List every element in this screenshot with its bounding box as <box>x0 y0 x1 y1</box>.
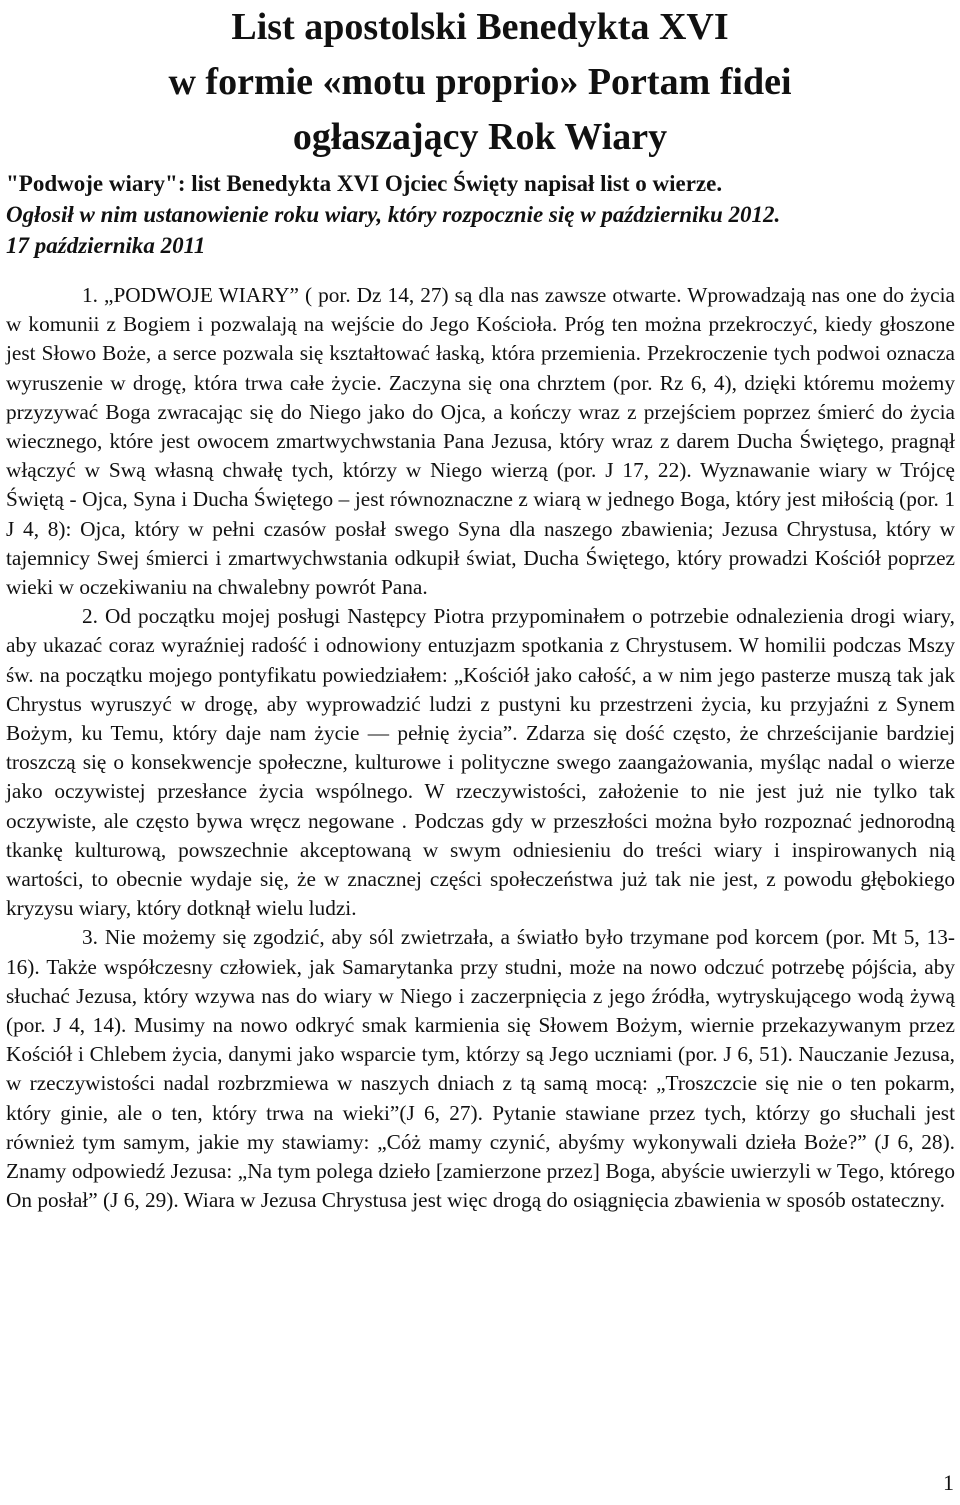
page-number: 1 <box>943 1470 954 1495</box>
title-line-3: ogłaszający Rok Wiary <box>292 116 668 158</box>
lead-line-1: "Podwoje wiary": list Benedykta XVI Ojciec Święty napisał list o wierze. <box>6 171 723 196</box>
lead-date: 17 października 2011 <box>6 233 206 258</box>
title-line-1: List apostolski Benedykta XVI <box>231 6 729 48</box>
document-body <box>6 281 955 1216</box>
paragraph-3: 3. Nie możemy się zgodzić, aby sól zwietrzała, a światło było trzymane pod korcem (por. Mt 5, 13-16). Także współczesny człowiek, jak Samarytanka przy studni, może na nowo odczuć potrzebę pójścia, aby słuchać Jezusa, który wzywa nas do wiary w Niego i zaczerpnięcia z jego źródła, wytryskującego wodą żywą (por. J 4, 14). Musimy na nowo odkryć smak karmienia się Słowem Bożym, wiernie przekazywanym przez Kościół i Chlebem życia, danymi jako wsparcie tym, którzy są Jego uczniami (por. J 6, 51). Nauczanie Jezusa, w rzeczywistości nadal rozbrzmiewa w naszych dniach z tą samą mocą: „Troszczcie się nie o ten pokarm, który ginie, ale o ten, który trwa na wieki”(J 6, 27). Pytanie stawiane przez tych, którzy go słuchali jest również tym samym, jakie my stawiamy: „Cóż mamy czynić, abyśmy wykonywali dzieła Boże?” (J 6, 28). Znamy odpowiedź Jezusa: „Na tym polega dzieło [zamierzone przez] Boga, abyście uwierzyli w Tego, którego On posłał” (J 6, 29). Wiara w Jezusa Chrystusa jest więc drogą do osiągnięcia zbawienia w sposób ostateczny. <box>6 925 955 1213</box>
document-title <box>0 0 960 165</box>
lead-line-2: Ogłosił w nim ustanowienie roku wiary, który rozpocznie się w październiku 2012. <box>6 202 781 227</box>
paragraph-2: 2. Od początku mojej posługi Następcy Piotra przypominałem o potrzebie odnalezienia drogi wiary, aby ukazać coraz wyraźniej radość i odnowiony entuzjazm spotkania z Chrystusem. W homilii podczas Mszy św. na początku mojego pontyfikatu powiedziałem: „Kościół jako całość, a w nim jego pasterze muszą tak jak Chrystus wyruszyć w drogę, aby wyprowadzić ludzi z pustyni ku przestrzeni życia, ku przyjaźni z Synem Bożym, ku Temu, który daje nam życie — pełnię życia”. Zdarza się dość często, że chrześcijanie bardziej troszczą się o konsekwencje społeczne, kulturowe i polityczne swego zaangażowania, myśląc nadal o wierze jako oczywistej przesłance życia wspólnego. W rzeczywistości, założenie to nie jest już nie tylko tak oczywiste, ale często bywa wręcz negowane . Podczas gdy w przeszłości można było rozpoznać jednorodną tkankę kulturową, powszechnie akceptowaną w swym odniesieniu do treści wiary i inspirowanych nią wartości, to obecnie wydaje się, że w znacznej części społeczeństwa już tak nie jest, z powodu głębokiego kryzysu wiary, który dotknął wielu ludzi. <box>6 604 955 921</box>
lead-section <box>6 168 954 261</box>
title-line-2: w formie «motu proprio» Portam fidei <box>168 61 792 103</box>
paragraph-1: 1. „PODWOJE WIARY” ( por. Dz 14, 27) są dla nas zawsze otwarte. Wprowadzają nas one do życia w komunii z Bogiem i pozwalają na wejście do Jego Kościoła. Próg ten można przekroczyć, kiedy głoszone jest Słowo Boże, a serce pozwala się kształtować łaską, która przemienia. Przekroczenie tych podwoi oznacza wyruszenie w drogę, która trwa całe życie. Zaczyna się ona chrztem (por. Rz 6, 4), dzięki któremu możemy przyzywać Boga zwracając się do Niego jako do Ojca, a kończy wraz z przejściem poprzez śmierć do życia wiecznego, które jest owocem zmartwychwstania Pana Jezusa, który wraz z darem Ducha Świętego, pragnął włączyć w Swą własną chwałę tych, którzy w Niego wierzą (por. J 17, 22). Wyznawanie wiary w Trójcę Świętą - Ojca, Syna i Ducha Świętego – jest równoznaczne z wiarą w jednego Boga, który jest miłością (por. 1 J 4, 8): Ojca, który w pełni czasów posłał swego Syna dla naszego zbawienia; Jezusa Chrystusa, który w tajemnicy Swej śmierci i zmartwychwstania odkupił świat, Ducha Świętego, który prowadzi Kościół poprzez wieki w oczekiwaniu na chwalebny powrót Pana. <box>6 283 955 600</box>
